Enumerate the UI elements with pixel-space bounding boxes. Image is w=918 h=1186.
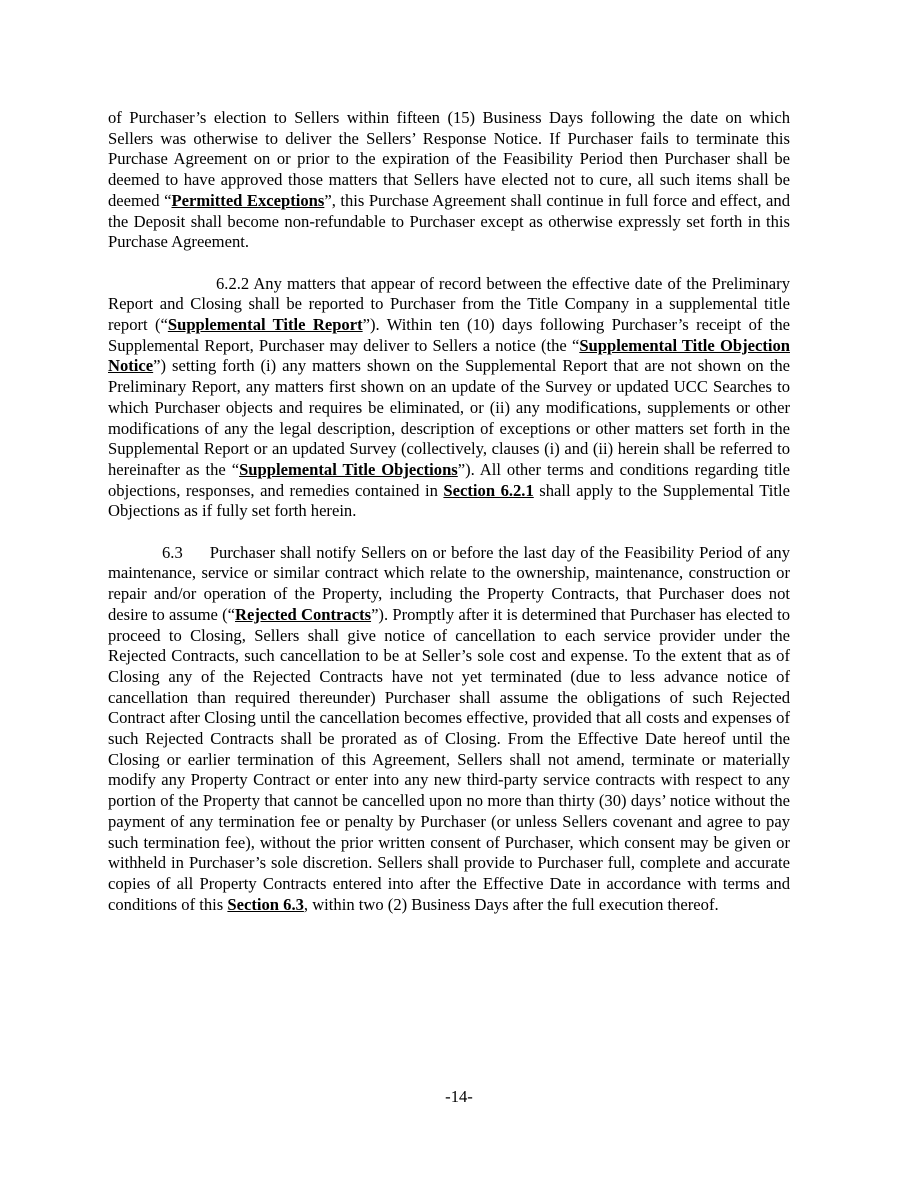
document-page xyxy=(108,108,790,915)
paragraph-text: ”) setting forth (i) any matters shown on the Supplemental Report that are not shown on the Preliminary Report, any matters first shown on an update of the Survey or updated UCC Searches to which Purchaser objects and requires be eliminated, or (ii) any modifications, supplements or other modifications of any the legal description, description of exceptions or other matters set forth in the Supplemental Report or an updated Survey (collectively, clauses (i) and (ii) herein shall be referred to hereinafter as the “ xyxy=(108,356,790,479)
paragraph-text: Purchaser shall notify Sellers on or before the last day of the Feasibility Period of any maintenance, service or similar contract which relate to the ownership, maintenance, construction or repair and/or operation of the Property, including the Property Contracts, that Purchaser does not desire to assume (“ xyxy=(108,542,790,624)
paragraph-text: ”). All other terms and conditions regarding title objections, responses, and remedies contained in xyxy=(108,459,790,500)
paragraph-text: , within two (2) Business Days after the full execution thereof. xyxy=(303,894,719,914)
defined-term-supplemental-title-report: Supplemental Title Report xyxy=(167,315,363,335)
paragraph-text: Any matters that appear of record between the effective date of the Preliminary Report and Closing shall be reported to Purchaser from the Title Company in a supplemental title report (“ xyxy=(108,273,790,335)
section-reference-6-2-1: Section 6.2.1 xyxy=(443,480,534,500)
paragraph-6-2-2 xyxy=(108,274,790,522)
page-number: -14- xyxy=(445,1087,473,1106)
paragraph-6-3 xyxy=(108,543,790,916)
paragraph-text: shall apply to the Supplemental Title Objections as if fully set forth herein. xyxy=(108,480,790,521)
paragraph-text: ”). Promptly after it is determined that Purchaser has elected to proceed to Closing, Sellers shall give notice of cancellation to each service provider under the Rejected Contracts, such cancellation to be at Seller’s sole cost and expense. To the extent that as of Closing any of the Rejected Contracts have not yet terminated (due to less advance notice of cancellation than required thereunder) Purchaser shall assume the obligations of such Rejected Contract after Closing until the cancellation becomes effective, provided that all costs and expenses of such Rejected Contracts shall be prorated as of Closing. From the Effective Date hereof until the Closing or earlier termination of this Agreement, Sellers shall not amend, terminate or materially modify any Property Contract or enter into any new third-party service contracts with respect to any portion of the Property that cannot be cancelled upon no more than thirty (30) days’ notice without the payment of any termination fee or penalty by Purchaser (or unless Sellers covenant and agree to pay such termination fee), without the prior written consent of Purchaser, which consent may be given or withheld in Purchaser’s sole discretion. Sellers shall provide to Purchaser full, complete and accurate copies of all Property Contracts entered into after the Effective Date in accordance with terms and conditions of this xyxy=(108,604,791,914)
paragraph-continuation xyxy=(108,108,790,253)
section-reference-6-3: Section 6.3 xyxy=(227,894,304,914)
paragraph-text: ”). Within ten (10) days following Purchaser’s receipt of the Supplemental Report, Purchaser may deliver to Sellers a notice (the “ xyxy=(108,315,790,355)
defined-term-permitted-exceptions: Permitted Exceptions xyxy=(171,190,325,210)
paragraph-text: ”, this Purchase Agreement shall continue in full force and effect, and the Deposit shall become non-refundable to Purchaser except as otherwise expressly set forth in this Purchase Agreement. xyxy=(108,190,790,252)
paragraph-text: of Purchaser’s election to Sellers within fifteen (15) Business Days following the date on which Sellers was otherwise to deliver the Sellers’ Response Notice. If Purchaser fails to terminate this Purchase Agreement on or prior to the expiration of the Feasibility Period then Purchaser shall be deemed to have approved those matters that Sellers have elected not to cure, all such items shall be deemed “ xyxy=(108,108,790,210)
defined-term-supplemental-title-objections: Supplemental Title Objections xyxy=(239,459,458,479)
section-number: 6.3 xyxy=(162,542,183,562)
section-number: 6.2.2 xyxy=(216,273,250,293)
defined-term-supplemental-title-objection-notice: Supplemental Title Objection Notice xyxy=(108,335,790,376)
defined-term-rejected-contracts: Rejected Contracts xyxy=(235,604,372,624)
